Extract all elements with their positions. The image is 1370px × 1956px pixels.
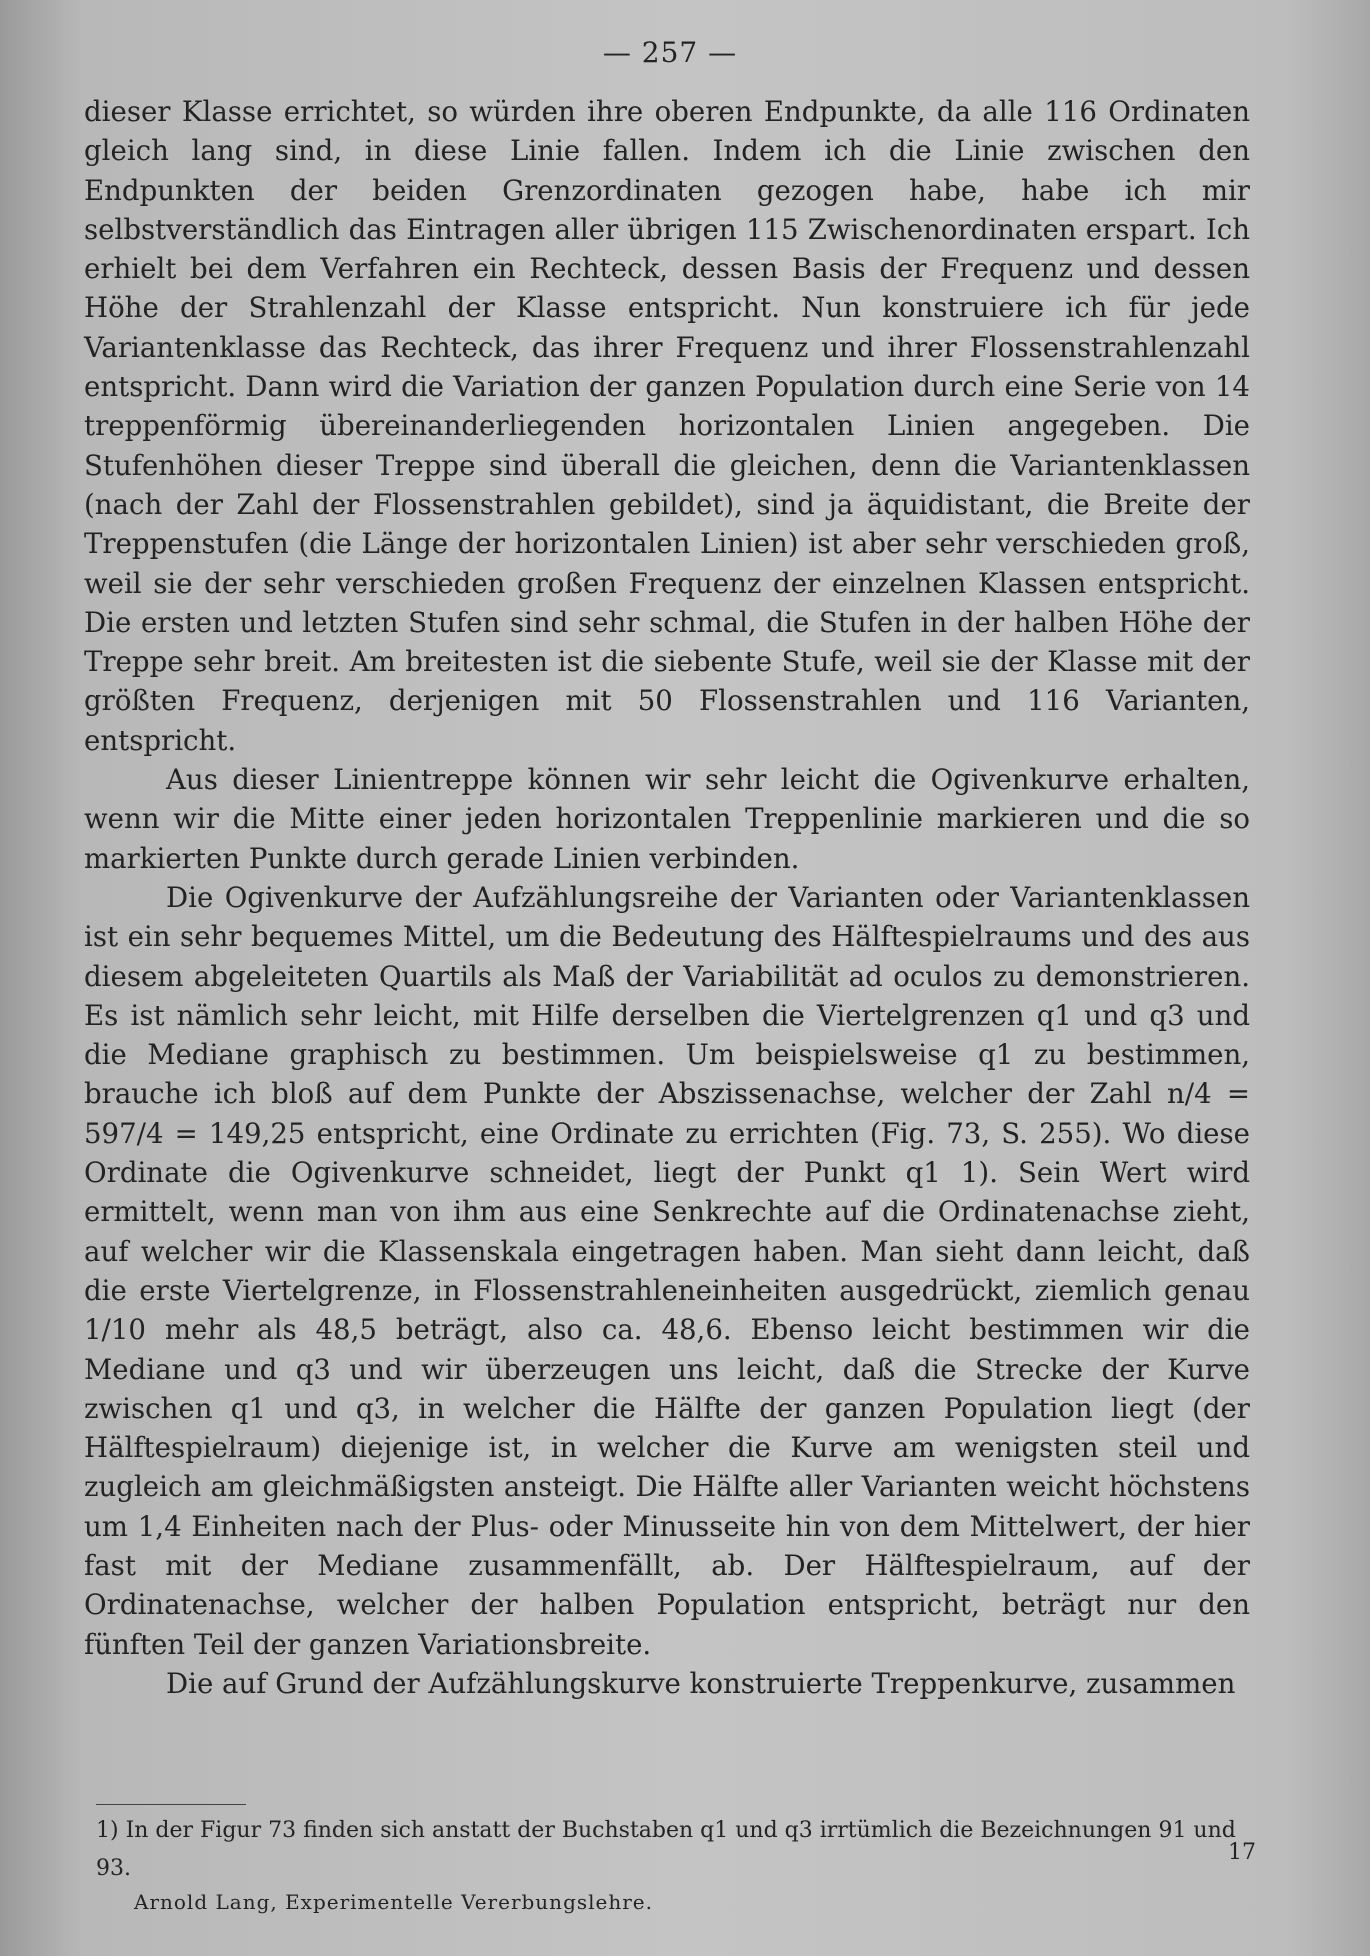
- paragraph-3: Die Ogivenkurve der Aufzählungsreihe der Varianten oder Variantenklassen ist ein sehr bequemes Mittel, um die Bedeutung des Hälftespielraums und des aus diesem abgeleiteten Quartils als Maß der Variabilität ad oculos zu demonstrieren. Es ist nämlich sehr leicht, mit Hilfe derselben die Viertelgrenzen q1 und q3 und die Mediane graphisch zu bestimmen. Um beispielsweise q1 zu bestimmen, brauche ich bloß auf dem Punkte der Abszissenachse, welcher der Zahl n/4 = 597/4 = 149,25 entspricht, eine Ordinate zu errichten (Fig. 73, S. 255). Wo diese Ordinate die Ogivenkurve schneidet, liegt der Punkt q1 1). Sein Wert wird ermittelt, wenn man von ihm aus eine Senkrechte auf die Ordinatenachse zieht, auf welcher wir die Klassenskala eingetragen haben. Man sieht dann leicht, daß die erste Viertelgrenze, in Flossenstrahleneinheiten ausgedrückt, ziemlich genau 1/10 mehr als 48,5 beträgt, also ca. 48,6. Ebenso leicht bestimmen wir die Mediane und q3 und wir überzeugen uns leicht, daß die Strecke der Kurve zwischen q1 und q3, in welcher die Hälfte der ganzen Population liegt (der Hälftespielraum) diejenige ist, in welcher die Kurve am wenigsten steil und zugleich am gleichmäßigsten ansteigt. Die Hälfte aller Varianten weicht höchstens um 1,4 Einheiten nach der Plus- oder Minusseite hin von dem Mittelwert, der hier fast mit der Mediane zusammenfällt, ab. Der Hälftespielraum, auf der Ordinatenachse, welcher der halben Population entspricht, beträgt nur den fünften Teil der ganzen Variationsbreite.: [84, 880, 1250, 1661]
- paragraph-2: Aus dieser Linientreppe können wir sehr leicht die Ogivenkurve erhalten, wenn wir die Mitte einer jeden horizontalen Treppenlinie markieren und die so markierten Punkte durch gerade Linien verbinden.: [84, 763, 1250, 875]
- footnote: 1) In der Figur 73 finden sich anstatt der Buchstaben q1 und q3 irrtümlich die Bezeichnungen 91 und 93.: [96, 1818, 1236, 1881]
- page-number: — 257 —: [602, 36, 738, 69]
- publisher-line: Arnold Lang, Experimentelle Vererbungslehre.: [134, 1890, 653, 1914]
- footnote-rule: [96, 1804, 246, 1805]
- signature-mark: 17: [1228, 1840, 1256, 1865]
- body-text: [84, 92, 1250, 1703]
- paragraph-4: Die auf Grund der Aufzählungskurve konstruierte Treppenkurve, zusammen: [166, 1666, 1236, 1700]
- paragraph-1: dieser Klasse errichtet, so würden ihre oberen Endpunkte, da alle 116 Ordinaten gleich lang sind, in diese Linie fallen. Indem ich die Linie zwischen den Endpunkten der beiden Grenzordinaten gezogen habe, habe ich mir selbstverständlich das Eintragen aller übrigen 115 Zwischenordinaten erspart. Ich erhielt bei dem Verfahren ein Rechteck, dessen Basis der Frequenz und dessen Höhe der Strahlenzahl der Klasse entspricht. Nun konstruiere ich für jede Variantenklasse das Rechteck, das ihrer Frequenz und ihrer Flossenstrahlenzahl entspricht. Dann wird die Variation der ganzen Population durch eine Serie von 14 treppenförmig übereinanderliegenden horizontalen Linien angegeben. Die Stufenhöhen dieser Treppe sind überall die gleichen, denn die Variantenklassen (nach der Zahl der Flossenstrahlen gebildet), sind ja äquidistant, die Breite der Treppenstufen (die Länge der horizontalen Linien) ist aber sehr verschieden groß, weil sie der sehr verschieden großen Frequenz der einzelnen Klassen entspricht. Die ersten und letzten Stufen sind sehr schmal, die Stufen in der halben Höhe der Treppe sehr breit. Am breitesten ist die siebente Stufe, weil sie der Klasse mit der größten Frequenz, derjenigen mit 50 Flossenstrahlen und 116 Varianten, entspricht.: [84, 95, 1250, 757]
